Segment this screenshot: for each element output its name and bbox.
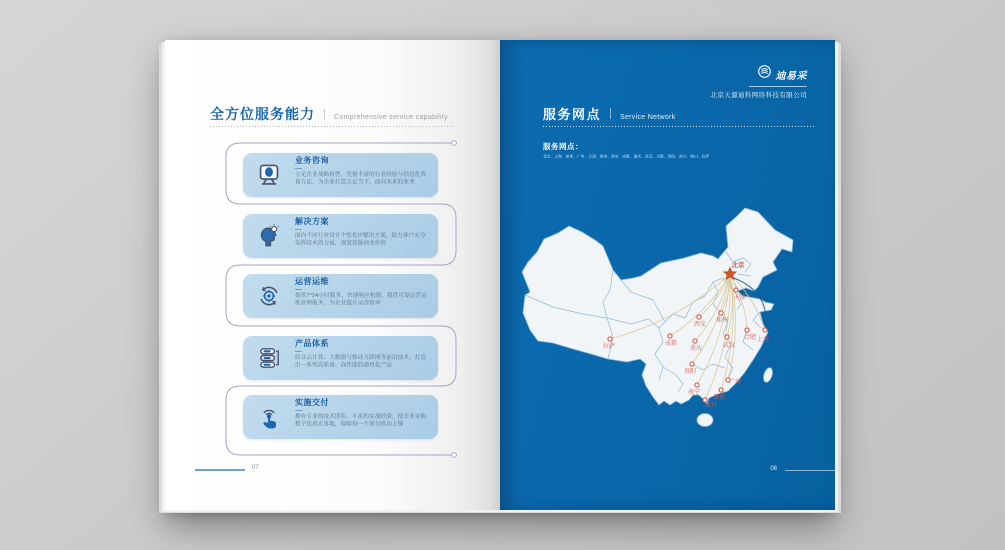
footer-rule — [195, 469, 245, 471]
city-marker — [695, 383, 699, 387]
city-label: 郑州 — [715, 318, 729, 324]
city-label: 贵阳 — [683, 369, 697, 375]
city-label: 广州 — [728, 380, 742, 386]
logo-wordmark: 迪易采 — [775, 70, 807, 82]
right-page-header — [543, 104, 675, 123]
left-page — [165, 40, 500, 510]
city-marker — [745, 328, 749, 332]
city-label: 上海 — [756, 337, 770, 343]
city-label: 南宁 — [687, 390, 701, 396]
china-outline — [522, 208, 793, 405]
card-dash — [295, 351, 302, 353]
city-label: 西安 — [693, 322, 707, 328]
china-service-map — [513, 192, 820, 432]
city-label: 拉萨 — [602, 344, 616, 350]
page-number: 08 — [770, 466, 777, 472]
headquarters-label: 北京 — [731, 262, 745, 269]
city-marker — [763, 328, 767, 332]
title-divider — [324, 109, 325, 120]
card-description: 提供7*24小时服务，快速响应机制，提供可靠运营运维管理服务，为企业提升运营效率 — [295, 292, 427, 306]
card-description: 拥有专业的技术团队、丰富的实战经验，使企业采购数字化真正落地，保障每一个项目成功上线 — [295, 413, 427, 427]
card-title: 业务咨询 — [295, 155, 329, 165]
city-marker — [703, 398, 707, 402]
city-marker — [693, 339, 697, 343]
city-label: 武汉 — [722, 343, 736, 349]
page-number: 07 — [252, 465, 259, 471]
page-title: 全方位服务能力 — [210, 106, 315, 122]
city-marker — [725, 335, 729, 339]
page-subtitle: Comprehensive service capability — [334, 114, 448, 121]
left-page-header — [210, 104, 448, 124]
city-marker — [690, 362, 694, 366]
card-title: 实施交付 — [295, 397, 329, 407]
page-subtitle: Service Network — [620, 114, 676, 121]
service-card-products — [243, 336, 438, 380]
card-description: 结合云计算、大数据与移动互联网等前沿技术，打造出一系列高质量、高性能的通用化产品 — [295, 354, 427, 368]
right-page — [500, 40, 835, 510]
product-stack-icon — [243, 345, 295, 371]
city-label: 重庆 — [689, 346, 703, 352]
city-marker — [697, 315, 701, 319]
city-marker — [719, 388, 723, 392]
monitor-consult-icon — [243, 162, 295, 188]
card-dash — [295, 289, 302, 291]
service-card-solutions — [243, 214, 438, 258]
service-card-consulting — [243, 153, 438, 197]
card-description: 面向不同行业设计个性化IT解决方案，助力客户充分发挥技术的力量，深度挖掘商业价值 — [295, 232, 426, 246]
card-dash — [295, 410, 302, 412]
city-marker — [734, 288, 738, 292]
taiwan-island — [762, 367, 774, 384]
city-label: 合肥 — [743, 335, 757, 341]
card-dash — [295, 229, 302, 231]
page-title: 服务网点 — [543, 107, 602, 122]
network-list-label: 服务网点： — [543, 142, 583, 151]
title-divider — [610, 108, 611, 119]
card-dash — [295, 168, 302, 170]
network-city-list: 北京、上海、深圳、广州、天津、郑州、西安、成都、重庆、武汉、合肥、贵阳、南宁、海口、拉萨 — [543, 154, 710, 159]
card-description: 立足企业战略转型，凭借丰富的行业经验与信息化咨询方法，为企业打造立足当下、面向未来的业务 — [295, 171, 427, 185]
logo-globe-icon — [757, 64, 772, 84]
logo-underline — [749, 86, 807, 87]
city-marker — [668, 334, 672, 338]
city-label: 深圳 — [712, 395, 726, 401]
service-card-delivery — [243, 395, 438, 439]
solution-head-icon — [243, 223, 295, 249]
brochure-spread — [165, 40, 835, 510]
city-label: 海口 — [704, 403, 718, 409]
hainan-island — [697, 414, 713, 427]
footer-rule — [785, 470, 835, 471]
dotted-rule — [210, 126, 456, 127]
service-card-operations — [243, 274, 438, 318]
card-title: 产品体系 — [295, 338, 329, 348]
company-logo-block — [710, 64, 807, 99]
city-label: 天津 — [733, 295, 747, 301]
operations-cycle-icon — [243, 283, 295, 309]
city-label: 成都 — [664, 341, 678, 347]
city-marker — [719, 311, 723, 315]
card-title: 解决方案 — [295, 216, 329, 226]
card-title: 运营运维 — [295, 276, 329, 286]
company-name: 北京天源迪科网络科技有限公司 — [710, 92, 807, 99]
city-marker — [608, 337, 612, 341]
delivery-touch-icon — [243, 404, 295, 430]
dotted-rule — [543, 126, 815, 127]
